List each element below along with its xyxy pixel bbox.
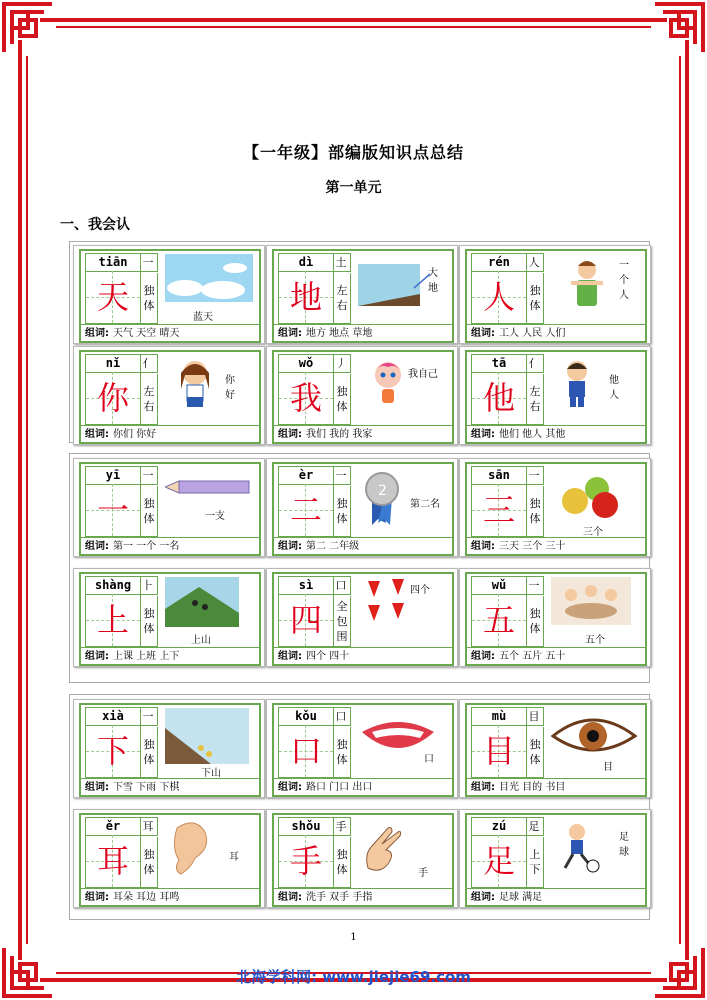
character-card-目 <box>459 699 651 798</box>
radical: 一 <box>139 707 158 726</box>
character-card-上 <box>73 568 265 667</box>
pinyin: wǒ <box>278 354 334 373</box>
structure-char: 独 <box>143 497 155 510</box>
words-text: 第一 一个 一名 <box>113 541 180 552</box>
structure-char: 右 <box>336 299 348 312</box>
radical: 一 <box>139 253 158 272</box>
words-label: 组词: <box>85 429 109 440</box>
word-list <box>274 425 452 442</box>
illustration <box>551 355 639 421</box>
pinyin: ěr <box>85 817 141 836</box>
section-heading: 一、我会认 <box>60 217 130 233</box>
character-box <box>471 253 543 323</box>
character-card-三 <box>459 458 651 557</box>
word-list <box>81 888 259 905</box>
character-box <box>278 817 350 887</box>
hanzi-character: 三 <box>482 491 515 529</box>
writing-grid <box>85 372 141 425</box>
word-list <box>274 647 452 664</box>
hanzi-character: 足 <box>482 842 515 880</box>
illustration <box>165 577 253 646</box>
character-card-四 <box>266 568 458 667</box>
illustration <box>358 577 446 643</box>
pinyin: mù <box>471 707 527 726</box>
picture-label: 口 <box>424 754 434 765</box>
pinyin: tā <box>471 354 527 373</box>
picture-label: 下山 <box>201 768 221 779</box>
page-number: 1 <box>350 932 357 943</box>
boy-picture <box>551 355 639 421</box>
card-border <box>272 462 454 556</box>
character-card-你 <box>73 346 265 445</box>
pinyin: xià <box>85 707 141 726</box>
picture-label: 四个 <box>410 585 430 596</box>
radical: 人 <box>525 253 544 272</box>
word-list <box>467 425 645 442</box>
picture-label: 一支 <box>205 511 225 522</box>
writing-grid <box>278 835 334 888</box>
character-box <box>278 253 350 323</box>
character-card-人 <box>459 245 651 344</box>
card-border <box>465 703 647 797</box>
words-text: 我们 我的 我家 <box>306 429 373 440</box>
pinyin: zú <box>471 817 527 836</box>
character-card-一 <box>73 458 265 557</box>
writing-grid <box>278 271 334 324</box>
words-label: 组词: <box>278 651 302 662</box>
picture-label: 目 <box>603 762 613 773</box>
character-box <box>85 707 157 777</box>
hanzi-character: 你 <box>96 379 129 417</box>
structure-label <box>527 727 544 778</box>
pinyin: kǒu <box>278 707 334 726</box>
card-border <box>79 703 261 797</box>
structure-char: 左 <box>336 284 348 297</box>
hanzi-character: 四 <box>289 601 322 639</box>
words-text: 你们 你好 <box>113 429 157 440</box>
picture-label: 大地 <box>428 268 438 294</box>
illustration <box>551 818 639 884</box>
pencil-picture <box>165 467 253 533</box>
structure-label <box>141 596 158 647</box>
structure-char: 左 <box>529 385 541 398</box>
character-box <box>471 354 543 424</box>
character-card-他 <box>459 346 651 445</box>
pinyin: sì <box>278 576 334 595</box>
writing-grid <box>278 372 334 425</box>
pinyin: sān <box>471 466 527 485</box>
eye-picture <box>551 708 639 774</box>
picture-label: 上山 <box>191 635 211 646</box>
structure-char: 独 <box>336 738 348 751</box>
radical: 足 <box>525 817 544 836</box>
structure-char: 体 <box>336 400 348 413</box>
illustration <box>551 577 639 646</box>
structure-label <box>527 837 544 888</box>
structure-char: 围 <box>336 629 348 643</box>
card-border <box>465 462 647 556</box>
structure-label <box>334 596 351 647</box>
pinyin: shǒu <box>278 817 334 836</box>
structure-label <box>334 727 351 778</box>
writing-grid <box>471 271 527 324</box>
words-label: 组词: <box>278 782 302 793</box>
structure-char: 右 <box>143 400 155 413</box>
structure-label <box>334 273 351 324</box>
structure-label <box>527 486 544 537</box>
words-text: 地方 地点 草地 <box>306 328 373 339</box>
picture-label: 足球 <box>619 832 629 858</box>
word-list <box>467 537 645 554</box>
word-list <box>81 324 259 341</box>
hanzi-character: 一 <box>96 491 129 529</box>
words-label: 组词: <box>278 328 302 339</box>
character-box <box>278 576 350 646</box>
pinyin: nǐ <box>85 354 141 373</box>
structure-char: 独 <box>143 848 155 861</box>
words-text: 三天 三个 三十 <box>499 541 566 552</box>
frame-top-inner <box>56 26 651 28</box>
hanzi-character: 耳 <box>96 842 129 880</box>
radical: 耳 <box>139 817 158 836</box>
structure-char: 体 <box>143 299 155 312</box>
words-text: 洗手 双手 手指 <box>306 892 373 903</box>
structure-label <box>334 486 351 537</box>
word-list <box>81 425 259 442</box>
hanzi-character: 二 <box>289 491 322 529</box>
words-label: 组词: <box>85 328 109 339</box>
ear-picture <box>165 818 253 884</box>
character-card-口 <box>266 699 458 798</box>
character-card-足 <box>459 809 651 908</box>
words-label: 组词: <box>471 429 495 440</box>
structure-char: 体 <box>336 753 348 766</box>
picture-label: 三个 <box>583 527 603 538</box>
frame-top <box>40 18 667 22</box>
illustration <box>551 467 639 538</box>
word-list <box>274 537 452 554</box>
character-box <box>471 466 543 536</box>
pinyin: rén <box>471 253 527 272</box>
words-label: 组词: <box>471 328 495 339</box>
hanzi-character: 手 <box>289 842 322 880</box>
page-title: 【一年级】部编版知识点总结 <box>242 143 464 162</box>
word-list <box>467 324 645 341</box>
structure-char: 体 <box>529 622 541 635</box>
radical: 一 <box>332 466 351 485</box>
card-border <box>272 813 454 907</box>
picture-label: 一个人 <box>619 260 629 301</box>
writing-grid <box>85 271 141 324</box>
strawberries-picture <box>358 577 446 643</box>
structure-char: 体 <box>143 512 155 525</box>
card-border <box>272 249 454 343</box>
words-label: 组词: <box>85 892 109 903</box>
words-text: 第二 二年级 <box>306 541 360 552</box>
hand-picture <box>358 818 446 884</box>
structure-char: 体 <box>529 512 541 525</box>
structure-char: 独 <box>143 284 155 297</box>
words-label: 组词: <box>471 541 495 552</box>
character-card-我 <box>266 346 458 445</box>
words-label: 组词: <box>85 782 109 793</box>
character-box <box>85 466 157 536</box>
pinyin: èr <box>278 466 334 485</box>
girl-picture <box>165 355 253 421</box>
words-label: 组词: <box>85 651 109 662</box>
words-label: 组词: <box>471 651 495 662</box>
words-text: 下雪 下雨 下棋 <box>113 782 180 793</box>
illustration <box>358 355 446 421</box>
character-card-地 <box>266 245 458 344</box>
structure-char: 体 <box>529 753 541 766</box>
structure-char: 独 <box>143 738 155 751</box>
writing-grid <box>278 484 334 537</box>
structure-char: 独 <box>143 607 155 620</box>
structure-label <box>141 727 158 778</box>
card-border <box>79 249 261 343</box>
radical: 手 <box>332 817 351 836</box>
character-box <box>471 817 543 887</box>
character-card-耳 <box>73 809 265 908</box>
structure-label <box>141 837 158 888</box>
word-list <box>467 778 645 795</box>
illustration <box>551 254 639 320</box>
radical: 口 <box>332 576 351 595</box>
writing-grid <box>85 725 141 778</box>
structure-label <box>334 374 351 425</box>
picture-label: 他人 <box>609 375 619 401</box>
structure-char: 上 <box>529 848 541 861</box>
writing-grid <box>471 594 527 647</box>
picture-label: 手 <box>418 868 428 879</box>
structure-char: 体 <box>336 863 348 876</box>
structure-label <box>141 273 158 324</box>
structure-char: 独 <box>336 385 348 398</box>
writing-grid <box>471 725 527 778</box>
character-box <box>85 576 157 646</box>
character-box <box>85 354 157 424</box>
words-label: 组词: <box>278 892 302 903</box>
radical: 一 <box>525 576 544 595</box>
illustration <box>551 708 639 774</box>
radical: 土 <box>332 253 351 272</box>
structure-label <box>527 273 544 324</box>
words-text: 路口 门口 出口 <box>306 782 373 793</box>
picture-label: 我自己 <box>408 369 438 380</box>
character-card-下 <box>73 699 265 798</box>
radical: 目 <box>525 707 544 726</box>
card-border <box>79 462 261 556</box>
picture-label: 第二名 <box>410 499 440 510</box>
writing-grid <box>85 484 141 537</box>
hanzi-character: 人 <box>482 278 515 316</box>
structure-char: 左 <box>143 385 155 398</box>
illustration <box>165 818 253 884</box>
writing-grid <box>85 594 141 647</box>
structure-char: 独 <box>529 497 541 510</box>
pinyin: wǔ <box>471 576 527 595</box>
word-list <box>274 778 452 795</box>
card-border <box>465 249 647 343</box>
illustration <box>358 254 446 320</box>
hanzi-character: 下 <box>96 732 129 770</box>
structure-char: 独 <box>336 497 348 510</box>
illustration <box>165 467 253 533</box>
radical: 一 <box>139 466 158 485</box>
words-text: 工人 人民 人们 <box>499 328 566 339</box>
character-card-手 <box>266 809 458 908</box>
structure-char: 独 <box>529 284 541 297</box>
hanzi-character: 目 <box>482 732 515 770</box>
character-box <box>471 707 543 777</box>
writing-grid <box>471 835 527 888</box>
word-list <box>274 888 452 905</box>
hanzi-character: 我 <box>289 379 322 417</box>
structure-char: 体 <box>143 863 155 876</box>
character-box <box>278 354 350 424</box>
character-box <box>471 576 543 646</box>
hanzi-character: 五 <box>482 601 515 639</box>
card-border <box>465 350 647 444</box>
picture-label: 五个 <box>585 635 605 646</box>
character-box <box>278 707 350 777</box>
words-text: 耳朵 耳边 耳鸣 <box>113 892 180 903</box>
radical: 亻 <box>525 354 544 373</box>
structure-char: 体 <box>143 622 155 635</box>
card-border <box>79 813 261 907</box>
radical: ⺊ <box>139 576 158 595</box>
character-card-二 <box>266 458 458 557</box>
words-text: 天气 天空 晴天 <box>113 328 180 339</box>
word-list <box>81 647 259 664</box>
words-label: 组词: <box>278 541 302 552</box>
svg-text:2: 2 <box>378 483 387 499</box>
words-text: 足球 满足 <box>499 892 543 903</box>
structure-label <box>141 486 158 537</box>
footer-website[interactable]: 北海学科网: www.jiejie69.com <box>236 968 471 986</box>
picture-label: 蓝天 <box>193 312 213 323</box>
structure-char: 下 <box>529 863 541 876</box>
illustration <box>358 818 446 884</box>
structure-char: 独 <box>529 738 541 751</box>
writing-grid <box>471 372 527 425</box>
frame-corner-top-right <box>651 0 707 56</box>
writing-grid <box>85 835 141 888</box>
card-border <box>272 703 454 797</box>
card-border <box>272 350 454 444</box>
writing-grid <box>278 594 334 647</box>
structure-label <box>527 596 544 647</box>
illustration <box>358 708 446 774</box>
character-card-天 <box>73 245 265 344</box>
word-list <box>81 778 259 795</box>
radical: 口 <box>332 707 351 726</box>
writing-grid <box>278 725 334 778</box>
words-text: 上课 上班 上下 <box>113 651 180 662</box>
structure-char: 体 <box>143 753 155 766</box>
structure-char: 独 <box>336 848 348 861</box>
pinyin: tiān <box>85 253 141 272</box>
structure-label <box>334 837 351 888</box>
character-box <box>85 253 157 323</box>
word-list <box>274 324 452 341</box>
picture-label: 你好 <box>225 375 235 401</box>
words-label: 组词: <box>471 892 495 903</box>
word-list <box>81 537 259 554</box>
structure-char: 体 <box>529 299 541 312</box>
card-border <box>79 350 261 444</box>
character-box <box>278 466 350 536</box>
structure-char: 包 <box>336 614 348 628</box>
structure-char: 独 <box>529 607 541 620</box>
hanzi-character: 天 <box>96 278 129 316</box>
words-label: 组词: <box>85 541 109 552</box>
structure-label <box>527 374 544 425</box>
character-box <box>85 817 157 887</box>
radical: 一 <box>525 466 544 485</box>
pinyin: dì <box>278 253 334 272</box>
words-text: 目光 目的 书目 <box>499 782 566 793</box>
words-label: 组词: <box>471 782 495 793</box>
illustration <box>165 708 253 779</box>
card-border <box>465 813 647 907</box>
words-text: 他们 他人 其他 <box>499 429 566 440</box>
pinyin: shàng <box>85 576 141 595</box>
hanzi-character: 他 <box>482 379 515 417</box>
radical: 丿 <box>332 354 351 373</box>
radical: 亻 <box>139 354 158 373</box>
illustration <box>358 467 446 533</box>
word-list <box>467 647 645 664</box>
structure-char: 右 <box>529 400 541 413</box>
words-text: 四个 四十 <box>306 651 350 662</box>
structure-label <box>141 374 158 425</box>
unit-heading: 第一单元 <box>325 180 382 196</box>
structure-char: 体 <box>336 512 348 525</box>
words-label: 组词: <box>278 429 302 440</box>
character-card-五 <box>459 568 651 667</box>
hanzi-character: 上 <box>96 601 129 639</box>
writing-grid <box>471 484 527 537</box>
picture-label: 耳 <box>229 852 239 863</box>
card-border <box>79 572 261 666</box>
structure-char: 全 <box>336 599 348 613</box>
card-border <box>272 572 454 666</box>
word-list <box>467 888 645 905</box>
pinyin: yī <box>85 466 141 485</box>
hanzi-character: 地 <box>289 278 322 316</box>
frame-corner-top-left <box>0 0 56 56</box>
card-border <box>465 572 647 666</box>
hanzi-character: 口 <box>289 732 322 770</box>
words-text: 五个 五片 五十 <box>499 651 566 662</box>
illustration <box>165 254 253 323</box>
illustration <box>165 355 253 421</box>
